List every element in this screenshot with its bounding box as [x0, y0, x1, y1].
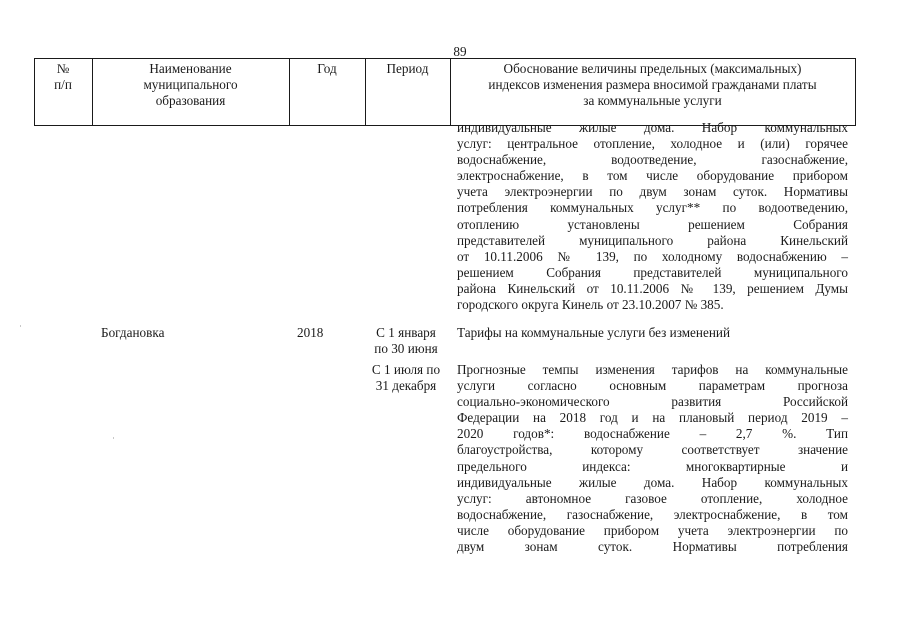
continuation-paragraph: индивидуальные жилые дома. Набор коммунальных услуг: центральное отопление, холодное и (или) горячее водоснабжение, водоотведение, газоснабжение, электроснабжение, в том числе оборудование прибором учета электроэнергии по двум зонам суток. Нормативы потребления коммунальных услуг** по водоотведению, отоплению установлены решением Собрания представителей муниципального района Кинельский от 10.11.2006 № 139, по холодному водоснабжению – решением Собрания представителей муниципального района Кинельский от 10.11.2006 № 139, решением Думы городского округа Кинель от 23.10.2007 № 385. [457, 120, 848, 313]
basis-forecast-paragraph: Прогнозные темпы изменения тарифов на коммунальные услуги согласно основным параметрам прогноза социально-экономического развития Российской Федерации на 2018 год и на плановый период 2019 – 2020 годов*: водоснабжение – 2,7 %. Тип благоустройства, которому соответствует значение предельного индекса: многоквартирные и индивидуальные жилые дома. Набор коммунальных услуг: автономное газовое отопление, холодное водоснабжение, газоснабжение, электроснабжение, в том числе оборудование прибором учета электроэнергии по двум зонам суток. Нормативы потребления [457, 362, 848, 555]
header-number: № п/п [54, 61, 72, 93]
municipality-name: Богдановка [101, 325, 165, 340]
table-border-right [855, 59, 856, 125]
header-municipality: Наименование муниципального образования [143, 61, 238, 109]
year-cell: 2018 [297, 325, 324, 340]
period-first-half: С 1 января по 30 июня [374, 325, 438, 357]
table-header [34, 58, 856, 126]
header-period: Период [386, 61, 429, 76]
header-basis: Обоснование величины предельных (максимальных) индексов изменения размера вносимой гражданами платы за коммунальные услуги [488, 61, 817, 109]
page-number: 89 [453, 44, 467, 59]
period-second-half: С 1 июля по 31 декабря [371, 362, 441, 394]
scan-speck [20, 325, 21, 327]
scan-speck [113, 437, 114, 439]
basis-no-change: Тарифы на коммунальные услуги без изменений [457, 325, 730, 340]
header-year: Год [317, 61, 337, 76]
